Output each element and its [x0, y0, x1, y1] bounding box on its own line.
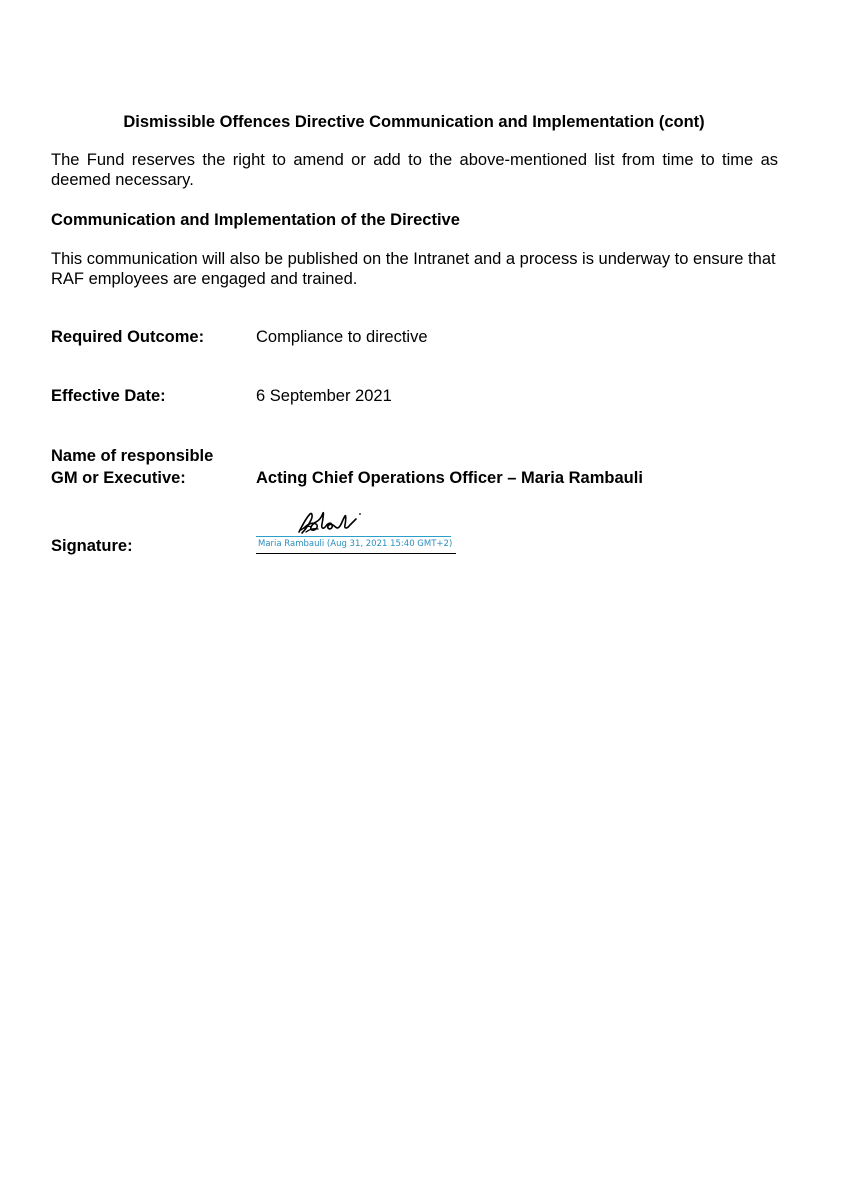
signature-underline: [256, 553, 456, 554]
section-heading: Communication and Implementation of the Directive: [51, 211, 460, 229]
document-title: Dismissible Offences Directive Communication and Implementation (cont): [123, 113, 705, 131]
responsible-label-line1: Name of responsible: [51, 447, 214, 465]
section-paragraph: This communication will also be published on the Intranet and a process is underway to ensure that RAF employees are engaged and trained.: [51, 250, 776, 288]
required-outcome-value: Compliance to directive: [256, 328, 428, 346]
required-outcome-label: Required Outcome:: [51, 328, 205, 346]
effective-date-value: 6 September 2021: [256, 387, 392, 405]
signature-block: [256, 510, 456, 558]
responsible-value: Acting Chief Operations Officer – Maria Rambauli: [256, 469, 643, 487]
responsible-label-line2: GM or Executive:: [51, 469, 186, 487]
signature-label: Signature:: [51, 537, 133, 555]
signature-line-blue: [256, 536, 451, 537]
intro-paragraph: The Fund reserves the right to amend or add to the above-mentioned list from time to time as deemed necessary.: [51, 151, 778, 189]
effective-date-label: Effective Date:: [51, 387, 166, 405]
handwritten-signature: [296, 510, 371, 538]
signature-caption: Maria Rambauli (Aug 31, 2021 15:40 GMT+2): [258, 539, 453, 549]
